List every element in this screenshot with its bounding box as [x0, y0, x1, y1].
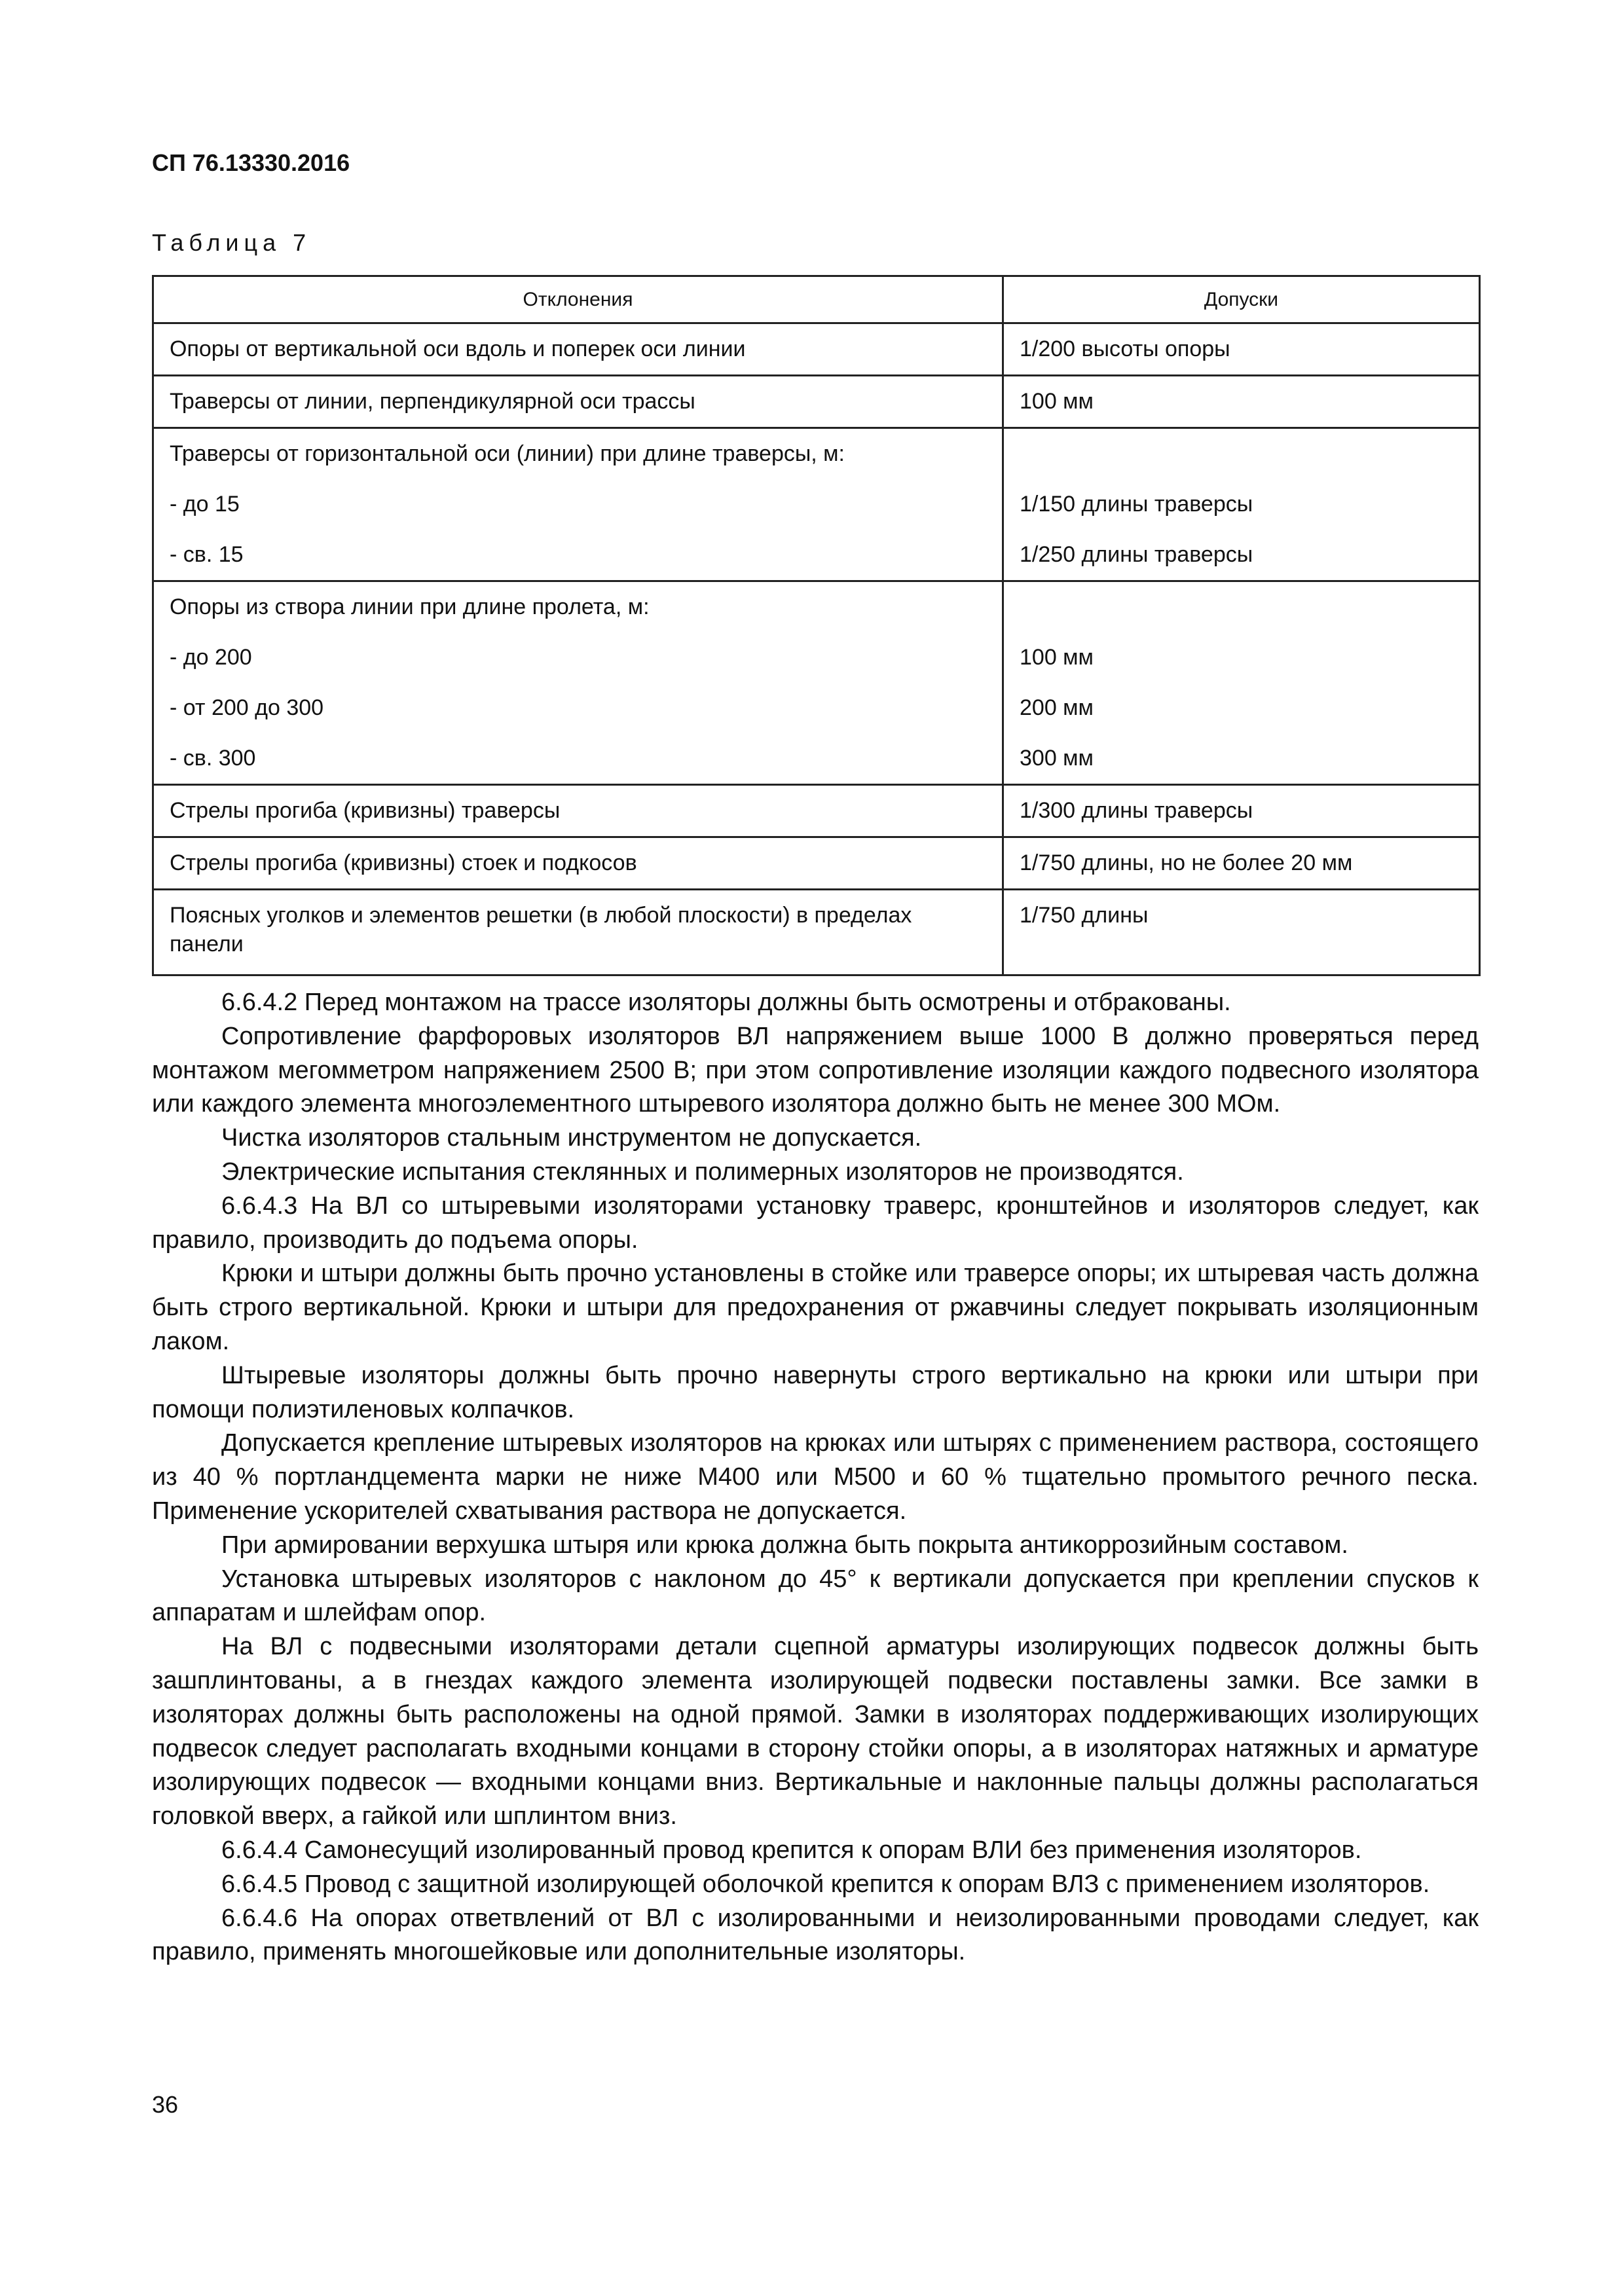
table-row	[153, 890, 1480, 975]
table-row	[153, 785, 1480, 837]
deviation-text: - св. 15	[170, 542, 244, 567]
deviation-text: Поясных уголков и элементов решетки (в любой плоскости) в пределах панели	[170, 903, 912, 957]
paragraph: Чистка изоляторов стальным инструментом не допускается.	[221, 1124, 922, 1152]
paragraph: 6.6.4.3 На ВЛ со штыревыми изоляторами установку траверс, кронштейнов и изоляторов следует, как правило, производить до подъема опоры.	[152, 1192, 1479, 1254]
paragraph: 6.6.4.5 Провод с защитной изолирующей оболочкой крепится к опорам ВЛЗ с применением изоляторов.	[221, 1870, 1430, 1898]
table-row	[153, 581, 1480, 785]
deviation-text: - до 15	[170, 492, 240, 517]
paragraph: На ВЛ с подвесными изоляторами детали сцепной арматуры изолирующих подвесок должны быть зашплинтованы, а в гнездах каждого элемента изолирующей подвески поставлены замки. Все замки в изоляторах должны быть расположены на одной прямой. Замки в изоляторах поддерживающих изолирующих подвесок следует располагать входными концами в сторону стойки опоры, а в изоляторах натяжных и арматуре изолирующих подвесок — входными концами вниз. Вертикальные и наклонные пальцы должны располагаться головкой вверх, а гайкой или шплинтом вниз.	[152, 1633, 1479, 1831]
tolerance-cell	[1003, 890, 1480, 975]
table-row	[153, 837, 1480, 890]
tolerance-text: 1/300 длины траверсы	[1020, 798, 1253, 823]
deviation-cell	[153, 428, 1003, 581]
tolerance-text	[1020, 582, 1463, 632]
paragraph: Штыревые изоляторы должны быть прочно навернуты строго вертикально на крюки или штыри при помощи полиэтиленовых колпачков.	[152, 1361, 1479, 1423]
deviation-text: Траверсы от горизонтальной оси (линии) при длине траверсы, м:	[170, 441, 845, 466]
deviation-cell	[153, 581, 1003, 785]
header-tolerances: Допуски	[1003, 276, 1480, 323]
table-row	[153, 428, 1480, 581]
tolerance-table	[152, 275, 1481, 976]
deviation-text: - до 200	[170, 645, 252, 670]
paragraph: Установка штыревых изоляторов с наклоном до 45° к вертикали допускается при креплении спусков к аппаратам и шлейфам опор.	[152, 1565, 1479, 1627]
tolerance-text: 300 мм	[1020, 746, 1094, 771]
paragraph: 6.6.4.2 Перед монтажом на трассе изоляторы должны быть осмотрены и отбракованы.	[221, 989, 1231, 1016]
tolerance-cell	[1003, 323, 1480, 376]
paragraph: 6.6.4.6 На опорах ответвлений от ВЛ с изолированными и неизолированными проводами следует, как правило, применять многошейковые или дополнительные изоляторы.	[152, 1904, 1479, 1966]
table-caption: Таблица 7	[152, 229, 312, 256]
deviation-cell	[153, 376, 1003, 428]
page-number: 36	[152, 2091, 179, 2118]
paragraph: 6.6.4.4 Самонесущий изолированный провод крепится к опорам ВЛИ без применения изоляторов.	[221, 1836, 1362, 1864]
table-row	[153, 323, 1480, 376]
deviation-cell	[153, 323, 1003, 376]
table-header-row	[153, 276, 1480, 323]
paragraph: Электрические испытания стеклянных и полимерных изоляторов не производятся.	[221, 1157, 1184, 1186]
deviation-cell	[153, 785, 1003, 837]
paragraph: При армировании верхушка штыря или крюка должна быть покрыта антикоррозийным составом.	[221, 1531, 1348, 1559]
body-text	[152, 986, 1479, 1969]
tolerance-text: 1/200 высоты опоры	[1020, 337, 1230, 361]
tolerance-cell	[1003, 428, 1480, 581]
deviation-text: Стрелы прогиба (кривизны) стоек и подкосов	[170, 850, 637, 875]
paragraph: Сопротивление фарфоровых изоляторов ВЛ напряжением выше 1000 В должно проверяться перед монтажом мегомметром напряжением 2500 В; при этом сопротивление изоляции каждого подвесного изолятора или каждого элемента многоэлементного штыревого изолятора должно быть не менее 300 МОм.	[152, 1022, 1479, 1118]
tolerance-cell	[1003, 581, 1480, 785]
deviation-text: - св. 300	[170, 746, 256, 771]
tolerance-text: 100 мм	[1020, 645, 1094, 670]
deviation-cell	[153, 890, 1003, 975]
table-row	[153, 376, 1480, 428]
tolerance-text: 1/750 длины	[1020, 903, 1149, 928]
tolerance-text: 1/250 длины траверсы	[1020, 542, 1253, 567]
tolerance-cell	[1003, 837, 1480, 890]
deviation-text: - от 200 до 300	[170, 695, 324, 720]
paragraph: Допускается крепление штыревых изоляторов на крюках или штырях с применением раствора, состоящего из 40 % портландцемента марки не ниже М400 или М500 и 60 % тщательно промытого речного песка. Применение ускорителей схватывания раствора не допускается.	[152, 1429, 1479, 1525]
tolerance-text: 1/150 длины траверсы	[1020, 492, 1253, 517]
document-code: СП 76.13330.2016	[152, 149, 350, 176]
tolerance-text: 200 мм	[1020, 695, 1094, 720]
header-deviations: Отклонения	[153, 276, 1003, 323]
deviation-text: Стрелы прогиба (кривизны) траверсы	[170, 798, 561, 823]
deviation-text: Траверсы от линии, перпендикулярной оси трассы	[170, 389, 695, 414]
deviation-cell	[153, 837, 1003, 890]
tolerance-cell	[1003, 785, 1480, 837]
tolerance-text: 100 мм	[1020, 389, 1094, 414]
deviation-text: Опоры из створа линии при длине пролета, м:	[170, 594, 650, 619]
tolerance-text	[1020, 429, 1463, 479]
tolerance-text: 1/750 длины, но не более 20 мм	[1020, 850, 1353, 875]
paragraph: Крюки и штыри должны быть прочно установлены в стойке или траверсе опоры; их штыревая часть должна быть строго вертикальной. Крюки и штыри для предохранения от ржавчины следует покрывать изоляционным лаком.	[152, 1260, 1479, 1355]
deviation-text: Опоры от вертикальной оси вдоль и поперек оси линии	[170, 337, 746, 361]
tolerance-cell	[1003, 376, 1480, 428]
